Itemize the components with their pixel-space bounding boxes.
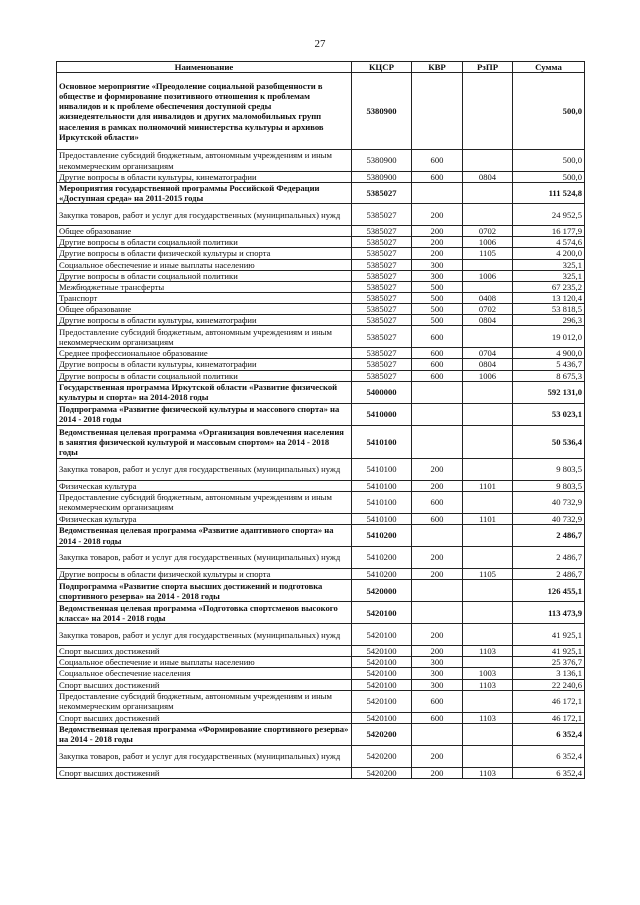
cell-rzpr: 0804 [463,315,513,326]
cell-name: Предоставление субсидий бюджетным, автономным учреждениям и иным некоммерческим организациям [57,150,352,171]
cell-kvr: 600 [412,359,463,370]
cell-kcsr: 5385027 [352,370,412,381]
cell-sum: 296,3 [513,315,585,326]
table-row [57,580,585,602]
cell-kvr: 600 [412,348,463,359]
cell-rzpr: 1103 [463,767,513,778]
cell-sum: 9 803,5 [513,480,585,491]
table-row [57,237,585,248]
cell-name: Общее образование [57,304,352,315]
table-row [57,646,585,657]
budget-table [56,61,585,779]
cell-kvr: 200 [412,745,463,767]
cell-sum: 2 486,7 [513,547,585,569]
cell-kcsr: 5420000 [352,580,412,602]
cell-kvr [412,73,463,150]
table-row [57,248,585,259]
cell-kcsr: 5410200 [352,547,412,569]
cell-kcsr: 5420100 [352,624,412,646]
table-row [57,182,585,203]
table-row [57,326,585,348]
table-row [57,480,585,491]
cell-rzpr: 1006 [463,270,513,281]
cell-kvr [412,381,463,403]
cell-name: Подпрограмма «Развитие физической культуры и массового спорта» на 2014 - 2018 годы [57,403,352,425]
cell-kcsr: 5410100 [352,513,412,524]
table-row [57,304,585,315]
table-row [57,723,585,745]
table-row [57,73,585,150]
table-row [57,745,585,767]
header-rzpr: РзПР [463,62,513,73]
cell-sum: 22 240,6 [513,679,585,690]
cell-kcsr: 5385027 [352,326,412,348]
cell-rzpr [463,745,513,767]
cell-sum: 6 352,4 [513,723,585,745]
table-row [57,381,585,403]
table-row [57,171,585,182]
cell-sum: 4 200,0 [513,248,585,259]
cell-kcsr: 5420100 [352,602,412,624]
cell-kvr [412,723,463,745]
cell-name: Спорт высших достижений [57,679,352,690]
cell-name: Спорт высших достижений [57,767,352,778]
cell-sum: 16 177,9 [513,226,585,237]
cell-kvr: 600 [412,171,463,182]
cell-name: Ведомственная целевая программа «Организация вовлечения населения в занятия физической культурой и массовым спортом» на 2014 - 2018 годы [57,425,352,458]
cell-kcsr: 5420200 [352,767,412,778]
table-row [57,259,585,270]
cell-rzpr [463,547,513,569]
cell-kcsr: 5410200 [352,569,412,580]
cell-rzpr [463,381,513,403]
cell-kcsr: 5410100 [352,425,412,458]
cell-name: Закупка товаров, работ и услуг для государственных (муниципальных) нужд [57,204,352,226]
cell-rzpr [463,580,513,602]
table-row [57,513,585,524]
cell-kvr: 600 [412,491,463,513]
cell-sum: 9 803,5 [513,458,585,480]
table-row [57,425,585,458]
cell-name: Другие вопросы в области физической культуры и спорта [57,248,352,259]
cell-kcsr: 5420100 [352,668,412,679]
cell-sum: 113 473,9 [513,602,585,624]
cell-rzpr [463,525,513,547]
cell-kvr: 600 [412,513,463,524]
cell-rzpr: 1103 [463,712,513,723]
cell-kvr: 600 [412,150,463,171]
cell-kvr [412,580,463,602]
cell-kvr: 300 [412,270,463,281]
cell-name: Социальное обеспечение и иные выплаты населению [57,259,352,270]
table-row [57,690,585,712]
cell-rzpr [463,624,513,646]
cell-sum: 50 536,4 [513,425,585,458]
cell-kvr: 200 [412,569,463,580]
table-row [57,491,585,513]
cell-name: Общее образование [57,226,352,237]
cell-kcsr: 5385027 [352,281,412,292]
cell-name: Социальное обеспечение и иные выплаты населению [57,657,352,668]
cell-kcsr: 5410000 [352,403,412,425]
cell-name: Предоставление субсидий бюджетным, автономным учреждениям и иным некоммерческим организациям [57,690,352,712]
cell-kvr: 500 [412,304,463,315]
cell-kvr: 200 [412,624,463,646]
cell-sum: 2 486,7 [513,569,585,580]
cell-kvr: 500 [412,315,463,326]
cell-sum: 67 235,2 [513,281,585,292]
cell-kcsr: 5385027 [352,270,412,281]
cell-kvr [412,525,463,547]
cell-sum: 40 732,9 [513,513,585,524]
table-row [57,281,585,292]
table-row [57,226,585,237]
cell-kcsr: 5385027 [352,259,412,270]
cell-rzpr [463,326,513,348]
table-row [57,767,585,778]
table-row [57,668,585,679]
cell-sum: 2 486,7 [513,525,585,547]
table-row [57,150,585,171]
cell-kvr: 300 [412,657,463,668]
table-row [57,270,585,281]
cell-sum: 40 732,9 [513,491,585,513]
table-row [57,712,585,723]
cell-sum: 6 352,4 [513,745,585,767]
cell-name: Закупка товаров, работ и услуг для государственных (муниципальных) нужд [57,547,352,569]
cell-kcsr: 5380900 [352,73,412,150]
cell-sum: 5 436,7 [513,359,585,370]
cell-rzpr [463,657,513,668]
cell-rzpr: 1006 [463,370,513,381]
table-row [57,569,585,580]
cell-kvr: 600 [412,326,463,348]
cell-name: Транспорт [57,292,352,303]
cell-rzpr: 1105 [463,248,513,259]
cell-kvr: 200 [412,226,463,237]
cell-name: Предоставление субсидий бюджетным, автономным учреждениям и иным некоммерческим организациям [57,326,352,348]
cell-sum: 500,0 [513,73,585,150]
cell-sum: 4 574,6 [513,237,585,248]
cell-name: Предоставление субсидий бюджетным, автономным учреждениям и иным некоммерческим организациям [57,491,352,513]
cell-kvr: 300 [412,259,463,270]
cell-rzpr [463,403,513,425]
cell-rzpr [463,491,513,513]
cell-rzpr: 1003 [463,668,513,679]
cell-rzpr [463,602,513,624]
cell-kvr [412,182,463,203]
cell-name: Ведомственная целевая программа «Подготовка спортсменов высокого класса» на 2014 - 2018 годы [57,602,352,624]
table-row [57,348,585,359]
cell-sum: 500,0 [513,171,585,182]
cell-kvr: 200 [412,237,463,248]
cell-sum: 111 524,8 [513,182,585,203]
cell-kvr [412,425,463,458]
cell-name: Другие вопросы в области социальной политики [57,370,352,381]
cell-sum: 41 925,1 [513,624,585,646]
cell-kcsr: 5385027 [352,237,412,248]
header-kcsr: КЦСР [352,62,412,73]
cell-kcsr: 5385027 [352,348,412,359]
cell-rzpr [463,150,513,171]
cell-rzpr [463,690,513,712]
table-row [57,315,585,326]
cell-kvr: 200 [412,646,463,657]
cell-sum: 500,0 [513,150,585,171]
cell-kcsr: 5400000 [352,381,412,403]
cell-kcsr: 5385027 [352,359,412,370]
cell-rzpr: 0804 [463,359,513,370]
cell-sum: 8 675,3 [513,370,585,381]
cell-rzpr: 1103 [463,646,513,657]
cell-name: Ведомственная целевая программа «Развитие адаптивного спорта» на 2014 - 2018 годы [57,525,352,547]
cell-name: Социальное обеспечение населения [57,668,352,679]
table-row [57,370,585,381]
table-row [57,403,585,425]
cell-rzpr: 0702 [463,304,513,315]
cell-kvr: 200 [412,480,463,491]
cell-kvr: 200 [412,248,463,259]
cell-sum: 53 818,5 [513,304,585,315]
cell-rzpr: 0702 [463,226,513,237]
cell-rzpr: 1006 [463,237,513,248]
cell-name: Мероприятия государственной программы Российской Федерации «Доступная среда» на 2011-2015 годы [57,182,352,203]
cell-name: Спорт высших достижений [57,646,352,657]
cell-kcsr: 5385027 [352,315,412,326]
cell-kcsr: 5410100 [352,458,412,480]
table-header-row [57,62,585,73]
cell-kcsr: 5380900 [352,171,412,182]
cell-sum: 19 012,0 [513,326,585,348]
cell-kcsr: 5420100 [352,679,412,690]
cell-name: Подпрограмма «Развитие спорта высших достижений и подготовка спортивного резерва» на 2014 - 2018 годы [57,580,352,602]
cell-kvr [412,602,463,624]
cell-name: Закупка товаров, работ и услуг для государственных (муниципальных) нужд [57,624,352,646]
cell-kcsr: 5380900 [352,150,412,171]
cell-rzpr [463,281,513,292]
cell-name: Другие вопросы в области культуры, кинематографии [57,171,352,182]
header-kvr: КВР [412,62,463,73]
cell-kcsr: 5385027 [352,226,412,237]
cell-kvr: 200 [412,458,463,480]
cell-rzpr [463,182,513,203]
cell-kvr: 600 [412,712,463,723]
cell-name: Государственная программа Иркутской области «Развитие физической культуры и спорта» на 2014-2018 годы [57,381,352,403]
cell-rzpr: 0804 [463,171,513,182]
table-row [57,657,585,668]
cell-sum: 13 120,4 [513,292,585,303]
cell-kcsr: 5420100 [352,690,412,712]
cell-name: Другие вопросы в области культуры, кинематографии [57,359,352,370]
table-row [57,624,585,646]
cell-sum: 24 952,5 [513,204,585,226]
cell-name: Среднее профессиональное образование [57,348,352,359]
cell-sum: 325,1 [513,270,585,281]
cell-kcsr: 5385027 [352,292,412,303]
cell-rzpr [463,458,513,480]
cell-name: Физическая культура [57,513,352,524]
cell-kvr: 200 [412,767,463,778]
cell-kcsr: 5420200 [352,745,412,767]
cell-sum: 25 376,7 [513,657,585,668]
cell-name: Ведомственная целевая программа «Формирование спортивного резерва» на 2014 - 2018 годы [57,723,352,745]
cell-kcsr: 5385027 [352,182,412,203]
cell-rzpr [463,723,513,745]
table-row [57,525,585,547]
cell-name: Физическая культура [57,480,352,491]
cell-name: Спорт высших достижений [57,712,352,723]
cell-kcsr: 5410200 [352,525,412,547]
cell-kcsr: 5420100 [352,657,412,668]
cell-name: Закупка товаров, работ и услуг для государственных (муниципальных) нужд [57,745,352,767]
cell-rzpr [463,425,513,458]
table-row [57,359,585,370]
cell-kvr: 500 [412,292,463,303]
cell-rzpr: 1105 [463,569,513,580]
cell-kcsr: 5420100 [352,712,412,723]
cell-kvr: 300 [412,668,463,679]
cell-kcsr: 5410100 [352,491,412,513]
cell-kvr [412,403,463,425]
table-row [57,292,585,303]
cell-rzpr: 0408 [463,292,513,303]
cell-name: Другие вопросы в области культуры, кинематографии [57,315,352,326]
cell-rzpr [463,73,513,150]
cell-kcsr: 5385027 [352,248,412,259]
cell-kvr: 200 [412,204,463,226]
cell-sum: 592 131,0 [513,381,585,403]
cell-rzpr: 1101 [463,480,513,491]
cell-kcsr: 5420200 [352,723,412,745]
cell-rzpr: 1101 [463,513,513,524]
cell-sum: 3 136,1 [513,668,585,679]
cell-kcsr: 5385027 [352,304,412,315]
cell-sum: 126 455,1 [513,580,585,602]
header-sum: Сумма [513,62,585,73]
cell-kvr: 300 [412,679,463,690]
table-row [57,204,585,226]
header-name: Наименование [57,62,352,73]
cell-kcsr: 5385027 [352,204,412,226]
cell-name: Межбюджетные трансферты [57,281,352,292]
cell-rzpr: 0704 [463,348,513,359]
cell-sum: 325,1 [513,259,585,270]
cell-rzpr: 1103 [463,679,513,690]
cell-sum: 4 900,0 [513,348,585,359]
cell-rzpr [463,204,513,226]
page-number: 27 [314,38,326,50]
cell-sum: 46 172,1 [513,690,585,712]
cell-kvr: 600 [412,690,463,712]
cell-kvr: 200 [412,547,463,569]
table-row [57,679,585,690]
cell-name: Другие вопросы в области социальной политики [57,270,352,281]
cell-kcsr: 5410100 [352,480,412,491]
cell-kvr: 500 [412,281,463,292]
cell-sum: 6 352,4 [513,767,585,778]
cell-sum: 41 925,1 [513,646,585,657]
cell-sum: 46 172,1 [513,712,585,723]
cell-kvr: 600 [412,370,463,381]
cell-rzpr [463,259,513,270]
cell-name: Другие вопросы в области социальной политики [57,237,352,248]
table-row [57,458,585,480]
cell-sum: 53 023,1 [513,403,585,425]
cell-name: Закупка товаров, работ и услуг для государственных (муниципальных) нужд [57,458,352,480]
table-row [57,602,585,624]
cell-name: Другие вопросы в области физической культуры и спорта [57,569,352,580]
cell-name: Основное мероприятие «Преодоление социальной разобщенности в обществе и формирование позитивного отношения к проблемам инвалидов и к проблеме обеспечения доступной среды жизнедеятельности для инвалидов и других маломобильных групп населения в рамках полномочий министерства культуры и архивов Иркутской области» [57,73,352,150]
table-row [57,547,585,569]
cell-kcsr: 5420100 [352,646,412,657]
